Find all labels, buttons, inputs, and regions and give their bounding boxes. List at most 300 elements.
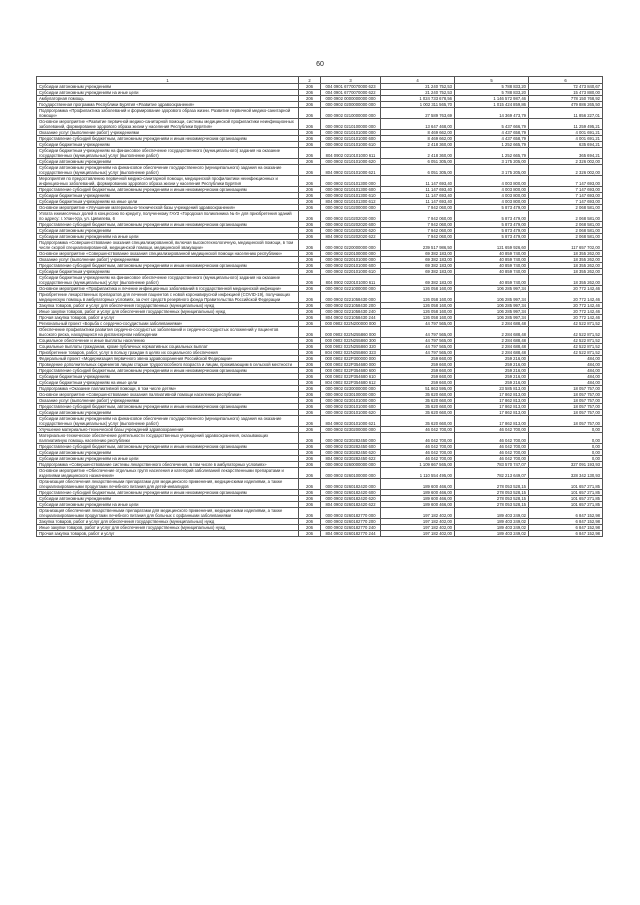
row-description: Социальное обеспечение и иные выплаты населению	[37, 338, 299, 344]
row-amount: 7 942 060,00	[381, 222, 455, 228]
row-description: Субсидии автономным учреждениям	[37, 410, 299, 416]
row-amount: 23 585 813,00	[455, 386, 529, 392]
row-amount: 259 660,00	[381, 368, 455, 374]
row-amount: 1 015 424 859,86	[455, 102, 529, 108]
row-amount: 6 051 305,00	[381, 159, 455, 165]
row-admin-code: 206	[299, 350, 321, 356]
row-budget-code: 000 0902 0210202020 000	[321, 211, 381, 222]
row-admin-code: 206	[299, 392, 321, 398]
row-amount: 783 570 747,07	[455, 462, 529, 468]
row-admin-code: 206	[299, 96, 321, 102]
row-amount: 259 660,00	[381, 374, 455, 380]
row-amount: 0,00	[529, 427, 603, 433]
row-budget-code: 804 0902 0260182770 244	[321, 531, 381, 537]
row-budget-code: 804 0902 022N255860 323	[321, 350, 381, 356]
row-amount: 69 382 183,00	[381, 269, 455, 275]
row-admin-code: 206	[299, 356, 321, 362]
row-admin-code: 206	[299, 165, 321, 176]
row-admin-code: 206	[299, 84, 321, 90]
row-budget-code: 000 0902 0260182420 000	[321, 479, 381, 490]
row-admin-code: 206	[299, 321, 321, 327]
row-amount: 69 382 183,00	[381, 257, 455, 263]
row-budget-code: 000 0902 022P354680 000	[321, 362, 381, 368]
row-amount: 782 213 649,07	[455, 468, 529, 479]
row-description: Обеспечение профилактики развития сердечно-сосудистых заболеваний и сердечно-сосудистых осложнений у пациентов высокого риска, находящихся на диспансерном наблюдении	[37, 327, 299, 338]
table-row	[37, 292, 603, 303]
row-amount: 51 863 595,00	[381, 386, 455, 392]
row-amount: 11 147 693,40	[381, 199, 455, 205]
row-admin-code: 206	[299, 159, 321, 165]
row-amount: 4 003 800,00	[455, 193, 529, 199]
row-admin-code: 206	[299, 303, 321, 309]
budget-table	[36, 76, 603, 537]
row-description: Основное мероприятие «Совершенствование оказания специализированной медицинской помощи населению республики»	[37, 251, 299, 257]
row-amount: 17 862 813,00	[455, 392, 529, 398]
row-admin-code: 206	[299, 344, 321, 350]
row-budget-code: 000 0902 0230200000 000	[321, 427, 381, 433]
row-amount: 2 068 581,00	[529, 228, 603, 234]
row-amount: 7 942 060,00	[381, 211, 455, 222]
row-amount: 2 284 688,48	[455, 338, 529, 344]
row-description: Подпрограмма «Оказание паллиативной помощи, в том числе детям»	[37, 386, 299, 392]
row-admin-code: 206	[299, 410, 321, 416]
row-amount: 126 058 160,00	[381, 303, 455, 309]
row-amount: 189 600 466,00	[381, 496, 455, 502]
row-amount: 259 660,00	[381, 356, 455, 362]
row-description: Основное мероприятие «Развитие первичной медико-санитарной помощи, системы медицинской профилактики неинфекционных заболеваний, формирование здорового образа жизни у населения Республики Бурятия»	[37, 119, 299, 130]
column-header: 5	[455, 77, 529, 84]
row-amount: 11 147 693,40	[381, 187, 455, 193]
row-budget-code: 000 0902 0200000000 000	[321, 102, 381, 108]
row-amount: 4 437 658,79	[455, 130, 529, 136]
row-admin-code: 206	[299, 176, 321, 187]
row-budget-code: 000 0902 0220100000 000	[321, 251, 381, 257]
row-admin-code: 206	[299, 519, 321, 525]
row-description: Субсидии автономным учреждениям на финансовое обеспечение государственного (муниципального) задания на оказание государственных (муниципальных) услуг (выполнение работ)	[37, 416, 299, 427]
row-description: Улучшение материально-технической базы учреждений здравоохранения	[37, 427, 299, 433]
row-amount: 5 788 833,20	[455, 90, 529, 96]
row-description: Оказание услуг (выполнение работ) учреждениями	[37, 398, 299, 404]
row-amount: 259 660,00	[381, 362, 455, 368]
row-amount: 197 182 402,00	[381, 531, 455, 537]
row-amount: 15 473 880,00	[529, 90, 603, 96]
row-admin-code: 206	[299, 531, 321, 537]
row-amount: 259 660,00	[381, 380, 455, 386]
row-admin-code: 206	[299, 427, 321, 433]
row-budget-code: 000 0902 0260182420 600	[321, 490, 381, 496]
row-amount: 18 057 757,00	[529, 416, 603, 427]
row-amount: 18 057 757,00	[529, 404, 603, 410]
row-amount: 8 469 662,00	[381, 130, 455, 136]
row-amount: 106 285 997,34	[455, 315, 529, 321]
row-amount: 5 873 479,00	[455, 222, 529, 228]
row-amount: 259 216,00	[455, 356, 529, 362]
row-amount: 2 418 360,00	[381, 142, 455, 148]
row-amount: 189 600 466,00	[381, 479, 455, 490]
row-amount: 2 284 688,48	[455, 321, 529, 327]
row-description: Субсидии автономным учреждениям на финансовое обеспечение государственного (муниципального) задания на оказание государственных (муниципальных) услуг (выполнение работ)	[37, 165, 299, 176]
row-amount: 101 657 271,85	[529, 496, 603, 502]
row-description: Субсидии бюджетным учреждениям на иные цели	[37, 380, 299, 386]
row-admin-code: 206	[299, 228, 321, 234]
row-admin-code: 206	[299, 240, 321, 251]
row-description: Предоставление субсидий бюджетным, автономным учреждениям и иным некоммерческим организациям	[37, 404, 299, 410]
row-amount: 189 600 466,00	[381, 502, 455, 508]
row-amount: 18 355 262,00	[529, 263, 603, 269]
page-number: 60	[316, 61, 324, 68]
row-amount: 18 355 262,00	[529, 257, 603, 263]
table-row	[37, 433, 603, 444]
column-header: 2	[299, 77, 321, 84]
row-amount: 17 862 813,00	[455, 404, 529, 410]
row-amount: 189 403 249,02	[455, 531, 529, 537]
row-description: Основное мероприятие «Профилактика и лечение инфекционных заболеваний в государственной медицинской инфекции»	[37, 286, 299, 292]
row-amount: 778 150 768,92	[529, 96, 603, 102]
row-amount: 4 001 691,21	[529, 130, 603, 136]
row-budget-code: 804 0902 0230282450 622	[321, 456, 381, 462]
table-row	[37, 211, 603, 222]
row-description: Региональный проект «Борьба с сердечно-сосудистыми заболеваниями»	[37, 321, 299, 327]
row-description: Субсидии бюджетным учреждениям	[37, 269, 299, 275]
row-budget-code: 000 0902 0230000000 000	[321, 386, 381, 392]
row-description: Субсидии автономным учреждениям на иные цели	[37, 502, 299, 508]
row-admin-code: 206	[299, 90, 321, 96]
row-amount: 35 620 660,00	[381, 416, 455, 427]
row-amount: 40 859 740,00	[455, 257, 529, 263]
row-amount: 18 057 757,00	[529, 392, 603, 398]
table-row	[37, 468, 603, 479]
row-admin-code: 206	[299, 398, 321, 404]
row-description: Прочая закупка товаров, работ и услуг	[37, 315, 299, 321]
row-amount: 2 068 581,00	[529, 234, 603, 240]
row-admin-code: 206	[299, 380, 321, 386]
row-amount: 69 382 183,00	[381, 275, 455, 286]
row-budget-code: 000 0902 0220000000 000	[321, 240, 381, 251]
row-admin-code: 206	[299, 286, 321, 292]
row-amount: 46 042 700,00	[455, 427, 529, 433]
row-description: Предоставление субсидий бюджетным, автономным учреждениям и иным некоммерческим организациям	[37, 187, 299, 193]
row-amount: 18 057 757,00	[529, 398, 603, 404]
row-budget-code: 000 0902 0260182770 240	[321, 525, 381, 531]
row-amount: 239 517 986,50	[381, 240, 455, 251]
row-amount: 20 772 142,46	[529, 315, 603, 321]
row-amount: 484,00	[529, 380, 603, 386]
row-amount: 2 284 688,48	[455, 327, 529, 338]
row-amount: 3 175 205,00	[455, 159, 529, 165]
row-amount: 484,00	[529, 368, 603, 374]
row-amount: 7 942 060,00	[381, 234, 455, 240]
row-amount: 17 862 813,00	[455, 410, 529, 416]
row-amount: 20 772 142,46	[529, 286, 603, 292]
row-amount: 259 216,00	[455, 368, 529, 374]
row-budget-code: 000 0902 0220101000 600	[321, 263, 381, 269]
row-admin-code: 206	[299, 368, 321, 374]
row-amount: 6 847 152,98	[529, 525, 603, 531]
row-amount: 5 873 479,00	[455, 211, 529, 222]
row-amount: 278 053 528,15	[455, 479, 529, 490]
row-amount: 44 797 565,00	[381, 338, 455, 344]
row-amount: 484,00	[529, 362, 603, 368]
row-description: Предоставление субсидий бюджетным, автономным учреждениям и иным некоммерческим организациям	[37, 263, 299, 269]
row-amount: 20 772 142,46	[529, 309, 603, 315]
row-amount: 40 859 740,00	[455, 251, 529, 257]
row-description: Субсидии бюджетным учреждениям на финансовое обеспечение государственного (муниципального) задания на оказание государственных (муниципальных) услуг (выполнение работ)	[37, 275, 299, 286]
row-admin-code: 206	[299, 263, 321, 269]
table-row	[37, 275, 603, 286]
row-admin-code: 206	[299, 269, 321, 275]
row-amount: 1 146 572 987,46	[455, 96, 529, 102]
row-amount: 42 522 871,52	[529, 344, 603, 350]
row-admin-code: 206	[299, 416, 321, 427]
row-amount: 1 109 667 565,00	[381, 462, 455, 468]
row-description: Предоставление субсидий бюджетным, автономным учреждениям и иным некоммерческим организациям	[37, 490, 299, 496]
row-description: Субсидии автономным учреждениям	[37, 496, 299, 502]
row-admin-code: 206	[299, 338, 321, 344]
row-admin-code: 206	[299, 148, 321, 159]
row-amount: 1 252 665,79	[455, 148, 529, 159]
table-row	[37, 508, 603, 519]
row-amount: 365 694,21	[529, 148, 603, 159]
row-amount: 14 369 473,79	[455, 108, 529, 119]
row-amount: 42 522 871,52	[529, 327, 603, 338]
row-amount: 5 873 479,00	[455, 234, 529, 240]
row-amount: 484,00	[529, 356, 603, 362]
row-amount: 259 216,00	[455, 380, 529, 386]
row-description: Подпрограмма «Совершенствование оказания специализированной, включая высокотехнологичную, медицинской помощи, в том числе скорой специализированной, медицинской помощи, медицинской эвакуации»	[37, 240, 299, 251]
row-admin-code: 206	[299, 187, 321, 193]
row-admin-code: 206	[299, 136, 321, 142]
row-amount: 101 657 271,85	[529, 479, 603, 490]
row-amount: 7 147 693,00	[529, 187, 603, 193]
row-amount: 2 326 002,00	[529, 159, 603, 165]
row-amount: 197 182 402,00	[381, 525, 455, 531]
row-amount: 46 042 700,00	[455, 444, 529, 450]
row-amount: 13 647 468,00	[381, 119, 455, 130]
row-description: Социальные выплаты гражданам, кроме публичных нормативных социальных выплат	[37, 344, 299, 350]
row-amount: 5 437 666,79	[455, 119, 529, 130]
row-description: Субсидии бюджетным учреждениям	[37, 193, 299, 199]
row-amount: 484,00	[529, 374, 603, 380]
table-header-row	[37, 77, 603, 84]
row-amount: 126 058 160,00	[381, 292, 455, 303]
row-budget-code: 804 0902 0210202020 622	[321, 234, 381, 240]
row-admin-code: 206	[299, 479, 321, 490]
row-amount: 42 522 871,52	[529, 321, 603, 327]
table-row	[37, 108, 603, 119]
row-amount: 18 057 757,00	[529, 410, 603, 416]
row-budget-code: 000 0902 022P354680 600	[321, 368, 381, 374]
row-amount: 11 856 227,01	[529, 108, 603, 119]
row-admin-code: 206	[299, 525, 321, 531]
row-amount: 197 182 402,00	[381, 508, 455, 519]
table-row	[37, 327, 603, 338]
row-budget-code: 000 0902 0260182770 200	[321, 519, 381, 525]
row-amount: 35 620 660,00	[381, 410, 455, 416]
row-description: Субсидии автономным учреждениям	[37, 450, 299, 456]
row-admin-code: 206	[299, 257, 321, 263]
row-description: Предоставление субсидий бюджетным, автономным учреждениям и иным некоммерческим организациям	[37, 222, 299, 228]
row-amount: 117 657 702,00	[529, 240, 603, 251]
row-amount: 479 886 265,50	[529, 102, 603, 108]
row-amount: 44 797 565,00	[381, 350, 455, 356]
row-budget-code: 804 0902 0221058430 244	[321, 315, 381, 321]
row-budget-code: 804 0902 0210101000 611	[321, 148, 381, 159]
row-admin-code: 206	[299, 222, 321, 228]
row-amount: 121 659 926,60	[455, 240, 529, 251]
row-amount: 6 847 152,98	[529, 508, 603, 519]
row-description: Мероприятия по предоставлению первичной медико-санитарной помощи, медицинской профилактики неинфекционных и инфекционных заболеваний, формированию здорового образа жизни у населения Республики Бурятия	[37, 176, 299, 187]
row-admin-code: 206	[299, 362, 321, 368]
row-description: Уплата ежемесячных долей в концессию по кредиту, полученному ГАУЗ «Городская поликлиника № 6» для приобретения зданий по адресу: г. Улан-Удэ, ул. Цивилева, 6	[37, 211, 299, 222]
row-budget-code: 000 0902 0210000000 000	[321, 108, 381, 119]
row-amount: 106 285 997,34	[455, 286, 529, 292]
row-amount: 46 042 700,00	[455, 433, 529, 444]
row-budget-code: 000 0902 0230282450 000	[321, 433, 381, 444]
row-budget-code: 000 0902 022N255860 300	[321, 338, 381, 344]
row-amount: 126 058 160,00	[381, 315, 455, 321]
row-budget-code: 000 0902 0221058430 240	[321, 309, 381, 315]
row-amount: 4 001 691,21	[529, 136, 603, 142]
row-budget-code: 000 0902 0210202020 600	[321, 222, 381, 228]
row-amount: 46 042 700,00	[381, 450, 455, 456]
row-amount: 328 342 130,93	[529, 468, 603, 479]
row-admin-code: 206	[299, 404, 321, 410]
row-description: Федеральный проект «Модернизация первичного звена здравоохранения Российской Федерации»	[37, 356, 299, 362]
row-description: Организация обеспечения лекарственными препаратами для медицинского применения, медицинскими изделиями, а также специализированными продуктами лечебного питания для больных с орфанными заболеваниями	[37, 508, 299, 519]
row-amount: 46 042 700,00	[381, 433, 455, 444]
row-description: Субсидии бюджетным учреждениям	[37, 142, 299, 148]
row-budget-code: 804 0902 0220101000 611	[321, 275, 381, 286]
row-description: Оказание услуг (выполнение работ) учреждениями	[37, 257, 299, 263]
row-amount: 189 600 466,00	[381, 490, 455, 496]
row-amount: 18 355 262,00	[529, 275, 603, 286]
row-budget-code: 804 0902 0230101000 621	[321, 416, 381, 427]
row-admin-code: 206	[299, 309, 321, 315]
row-amount: 7 147 693,00	[529, 176, 603, 187]
row-budget-code: 000 0902 0221000000 000	[321, 286, 381, 292]
row-budget-code: 804 0902 0260182420 622	[321, 502, 381, 508]
row-admin-code: 206	[299, 327, 321, 338]
row-budget-code: 000 0902 022N255860 000	[321, 327, 381, 338]
row-budget-code: 000 0902 0230101000 620	[321, 410, 381, 416]
row-amount: 4 003 800,00	[455, 199, 529, 205]
row-budget-code: 000 0902 022N255860 320	[321, 344, 381, 350]
row-description: Субсидии автономным учреждениям на иные цели	[37, 456, 299, 462]
row-admin-code: 206	[299, 108, 321, 119]
row-budget-code: 000 0902 0210101300 610	[321, 193, 381, 199]
row-amount: 18 355 262,00	[529, 269, 603, 275]
row-admin-code: 206	[299, 386, 321, 392]
row-amount: 21 240 752,53	[381, 90, 455, 96]
row-amount: 7 942 060,00	[381, 205, 455, 211]
row-admin-code: 206	[299, 275, 321, 286]
row-amount: 35 620 660,00	[381, 398, 455, 404]
table-row	[37, 531, 603, 537]
column-header: 3	[321, 77, 381, 84]
row-admin-code: 206	[299, 251, 321, 257]
row-admin-code: 206	[299, 490, 321, 496]
row-amount: 197 182 402,00	[381, 519, 455, 525]
row-amount: 189 403 249,02	[455, 519, 529, 525]
row-amount: 2 326 002,00	[529, 165, 603, 176]
row-description: Материально-техническое обеспечение деятельности государственных учреждений здравоохранения, оказывающих паллиативную помощь населению республики	[37, 433, 299, 444]
row-budget-code: 000 0902 0260182420 620	[321, 496, 381, 502]
row-amount: 21 240 752,53	[381, 84, 455, 90]
row-budget-code: 000 0902 0210200000 000	[321, 205, 381, 211]
row-amount: 2 284 688,48	[455, 350, 529, 356]
row-budget-code: 000 0902 0230101000 000	[321, 398, 381, 404]
row-amount: 40 859 740,00	[455, 275, 529, 286]
row-amount: 327 091 193,93	[529, 462, 603, 468]
row-amount: 35 620 660,00	[381, 404, 455, 410]
row-amount: 69 382 183,00	[381, 251, 455, 257]
row-amount: 6 847 152,98	[529, 531, 603, 537]
table-row	[37, 148, 603, 159]
row-admin-code: 206	[299, 193, 321, 199]
row-budget-code: 000 0902 0230282450 600	[321, 444, 381, 450]
row-description: Закупка товаров, работ и услуг для обеспечения государственных (муниципальных) нужд	[37, 519, 299, 525]
row-description: Иные закупки товаров, работ и услуг для обеспечения государственных (муниципальных) нужд	[37, 309, 299, 315]
row-description: Подпрограмма «Совершенствование системы лекарственного обеспечения, в том числе в амбулаторных условиях»	[37, 462, 299, 468]
row-amount: 278 053 528,15	[455, 490, 529, 496]
row-amount: 35 620 660,00	[381, 392, 455, 398]
row-amount: 189 403 249,02	[455, 525, 529, 531]
row-amount: 1 252 665,79	[455, 142, 529, 148]
row-description: Субсидии автономным учреждениям на иные цели	[37, 90, 299, 96]
row-amount: 11 259 495,21	[529, 119, 603, 130]
row-budget-code: 000 0902 0260000000 000	[321, 462, 381, 468]
column-header: 4	[381, 77, 455, 84]
row-budget-code: 000 0902 0210101000 620	[321, 159, 381, 165]
row-amount: 44 797 565,00	[381, 327, 455, 338]
row-admin-code: 206	[299, 456, 321, 462]
row-budget-code: 000 0902 0210101000 600	[321, 136, 381, 142]
row-amount: 4 437 658,79	[455, 136, 529, 142]
row-amount: 4 003 800,00	[455, 176, 529, 187]
row-admin-code: 206	[299, 374, 321, 380]
row-description: Приобретение лекарственных препаратов для лечения пациентов с новой коронавирусной инфекцией (COVID-19), получающих медицинскую помощь в амбулаторных условиях, за счет средств резервного фонда Правительства Российской Федерации	[37, 292, 299, 303]
row-budget-code: 804 0902 0210101000 621	[321, 165, 381, 176]
row-description: Основное мероприятие «Совершенствование оказания паллиативной помощи населению республики»	[37, 392, 299, 398]
table-row	[37, 165, 603, 176]
row-amount: 40 859 740,00	[455, 263, 529, 269]
row-amount: 0,00	[529, 433, 603, 444]
row-admin-code: 206	[299, 119, 321, 130]
row-admin-code: 206	[299, 102, 321, 108]
row-amount: 7 147 693,00	[529, 193, 603, 199]
row-amount: 6 847 152,98	[529, 519, 603, 525]
row-description: Амбулаторная помощь	[37, 96, 299, 102]
row-admin-code: 206	[299, 199, 321, 205]
row-amount: 278 053 528,15	[455, 496, 529, 502]
row-budget-code: 004 0901 6770070000 622	[321, 90, 381, 96]
row-budget-code: 804 0902 022P354680 612	[321, 380, 381, 386]
row-description: Субсидии бюджетным учреждениям на финансовое обеспечение государственного (муниципального) задания на оказание государственных (муниципальных) услуг (выполнение работ)	[37, 148, 299, 159]
table-row	[37, 119, 603, 130]
row-amount: 106 285 997,34	[455, 309, 529, 315]
row-budget-code: 000 0902 022P300000 000	[321, 356, 381, 362]
row-budget-code: 000 0902 0210101300 000	[321, 176, 381, 187]
row-amount: 0,00	[529, 450, 603, 456]
row-amount: 44 797 565,00	[381, 344, 455, 350]
row-description: Субсидии автономным учреждениям	[37, 84, 299, 90]
row-amount: 101 657 271,85	[529, 502, 603, 508]
row-budget-code: 000 0902 0221058430 200	[321, 303, 381, 309]
row-amount: 2 068 581,00	[529, 211, 603, 222]
row-amount: 17 862 813,00	[455, 398, 529, 404]
row-description: Субсидии бюджетным учреждениям на иные цели	[37, 199, 299, 205]
row-amount: 2 284 688,48	[455, 344, 529, 350]
